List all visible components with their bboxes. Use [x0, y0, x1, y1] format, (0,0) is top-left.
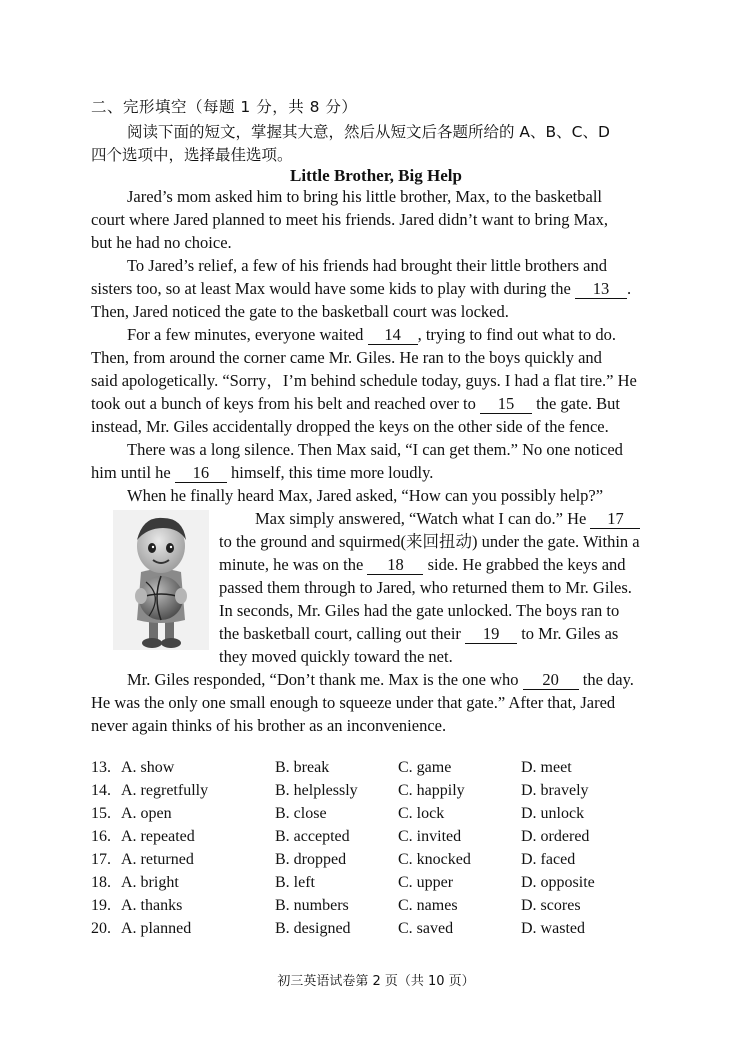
question-number: 19.: [91, 897, 111, 914]
passage-line: In seconds, Mr. Giles had the gate unlocked. The boys ran to: [219, 601, 620, 620]
blank-19[interactable]: 19: [465, 625, 517, 644]
question-number: 15.: [91, 805, 111, 822]
passage-title: Little Brother, Big Help: [290, 166, 462, 185]
passage-line: [91, 278, 631, 300]
passage-line: [219, 623, 618, 645]
passage-text: the basketball court, calling out their: [219, 624, 461, 643]
passage-line: passed them through to Jared, who returned them to Mr. Giles.: [219, 578, 632, 597]
option-d[interactable]: D. unlock: [521, 805, 585, 822]
passage-line: To Jared’s relief, a few of his friends had brought their little brothers and: [127, 256, 607, 275]
question-number: 18.: [91, 874, 111, 891]
passage-text: .: [626, 279, 632, 298]
option-c[interactable]: C. knocked: [398, 851, 471, 868]
option-a[interactable]: A. planned: [121, 920, 192, 937]
option-a[interactable]: A. repeated: [121, 828, 195, 845]
option-b[interactable]: B. left: [275, 874, 315, 891]
passage-line: [219, 554, 626, 576]
option-a[interactable]: A. bright: [121, 874, 179, 891]
option-a[interactable]: A. regretfully: [121, 782, 209, 799]
passage-line: they moved quickly toward the net.: [219, 647, 453, 666]
passage-line: never again thinks of his brother as an inconvenience.: [91, 716, 447, 735]
passage-text: Max simply answered, “Watch what I can do.” He: [255, 509, 587, 528]
option-a[interactable]: A. show: [121, 759, 175, 776]
passage-line: [127, 669, 634, 691]
boy-with-basketball-illustration: [113, 510, 209, 650]
section-heading: 二、完形填空（每题 1 分，共 8 分）: [91, 98, 358, 116]
option-d[interactable]: D. opposite: [521, 874, 595, 891]
option-b[interactable]: B. helplessly: [275, 782, 358, 799]
passage-text: For a few minutes, everyone waited: [127, 325, 364, 344]
passage-line: instead, Mr. Giles accidentally dropped the keys on the other side of the fence.: [91, 417, 609, 436]
instruction-line-1: 阅读下面的短文，掌握其大意，然后从短文后各题所给的 A、B、C、D: [127, 123, 610, 141]
question-number: 14.: [91, 782, 111, 799]
blank-14[interactable]: 14: [368, 326, 418, 345]
question-number: 16.: [91, 828, 111, 845]
passage-text: minute, he was on the: [219, 555, 364, 574]
blank-15[interactable]: 15: [480, 395, 532, 414]
passage-line: [91, 462, 433, 484]
blank-13[interactable]: 13: [575, 280, 627, 299]
option-d[interactable]: D. ordered: [521, 828, 590, 845]
option-c[interactable]: C. game: [398, 759, 452, 776]
passage-line: When he finally heard Max, Jared asked, “How can you possibly help?”: [127, 486, 604, 505]
option-b[interactable]: B. close: [275, 805, 327, 822]
blank-20[interactable]: 20: [523, 671, 579, 690]
passage-text: side. He grabbed the keys and: [427, 555, 626, 574]
instruction-line-2: 四个选项中，选择最佳选项。: [91, 146, 293, 164]
passage-line: He was the only one small enough to squeeze under that gate.” After that, Jared: [91, 693, 616, 712]
passage-line: to the ground and squirmed(来回扭动) under the gate. Within a: [219, 532, 640, 551]
option-d[interactable]: D. meet: [521, 759, 572, 776]
option-b[interactable]: B. accepted: [275, 828, 350, 845]
question-number: 13.: [91, 759, 111, 776]
passage-text: took out a bunch of keys from his belt and reached over to: [91, 394, 476, 413]
passage-line: Jared’s mom asked him to bring his little brother, Max, to the basketball: [127, 187, 603, 206]
question-number: 17.: [91, 851, 111, 868]
passage-line: Then, Jared noticed the gate to the basketball court was locked.: [91, 302, 509, 321]
option-c[interactable]: C. lock: [398, 805, 445, 822]
option-d[interactable]: D. faced: [521, 851, 576, 868]
passage-text: the gate. But: [536, 394, 620, 413]
option-b[interactable]: B. break: [275, 759, 330, 776]
blank-18[interactable]: 18: [367, 556, 423, 575]
passage-text: him until he: [91, 463, 171, 482]
passage-line: [91, 393, 620, 415]
passage-line: There was a long silence. Then Max said, “I can get them.” No one noticed: [127, 440, 623, 459]
passage-text: Mr. Giles responded, “Don’t thank me. Max is the one who: [127, 670, 519, 689]
option-a[interactable]: A. thanks: [121, 897, 183, 914]
passage-text: the day.: [582, 670, 634, 689]
option-d[interactable]: D. wasted: [521, 920, 585, 937]
passage-text: himself, this time more loudly.: [231, 463, 434, 482]
option-a[interactable]: A. returned: [121, 851, 194, 868]
option-b[interactable]: B. numbers: [275, 897, 349, 914]
question-number: 20.: [91, 920, 111, 937]
option-c[interactable]: C. saved: [398, 920, 454, 937]
passage-text: to Mr. Giles as: [521, 624, 619, 643]
passage-text: , trying to find out what to do.: [417, 325, 617, 344]
option-c[interactable]: C. names: [398, 897, 458, 914]
passage-line: [255, 508, 640, 530]
option-c[interactable]: C. upper: [398, 874, 454, 891]
option-b[interactable]: B. designed: [275, 920, 351, 937]
option-a[interactable]: A. open: [121, 805, 172, 822]
passage-line: Then, from around the corner came Mr. Giles. He ran to the boys quickly and: [91, 348, 602, 367]
option-c[interactable]: C. happily: [398, 782, 465, 799]
passage-line: said apologetically. “Sorry，I’m behind schedule today, guys. I had a flat tire.” He: [91, 371, 637, 390]
passage-line: court where Jared planned to meet his friends. Jared didn’t want to bring Max,: [91, 210, 609, 229]
blank-16[interactable]: 16: [175, 464, 227, 483]
passage-text: sisters too, so at least Max would have some kids to play with during the: [91, 279, 571, 298]
option-d[interactable]: D. scores: [521, 897, 581, 914]
passage-line: [127, 324, 616, 346]
passage-line: but he had no choice.: [91, 233, 232, 252]
option-c[interactable]: C. invited: [398, 828, 462, 845]
page-footer: 初三英语试卷第 2 页（共 10 页）: [277, 974, 475, 989]
option-d[interactable]: D. bravely: [521, 782, 589, 799]
blank-17[interactable]: 17: [590, 510, 640, 529]
option-b[interactable]: B. dropped: [275, 851, 347, 868]
